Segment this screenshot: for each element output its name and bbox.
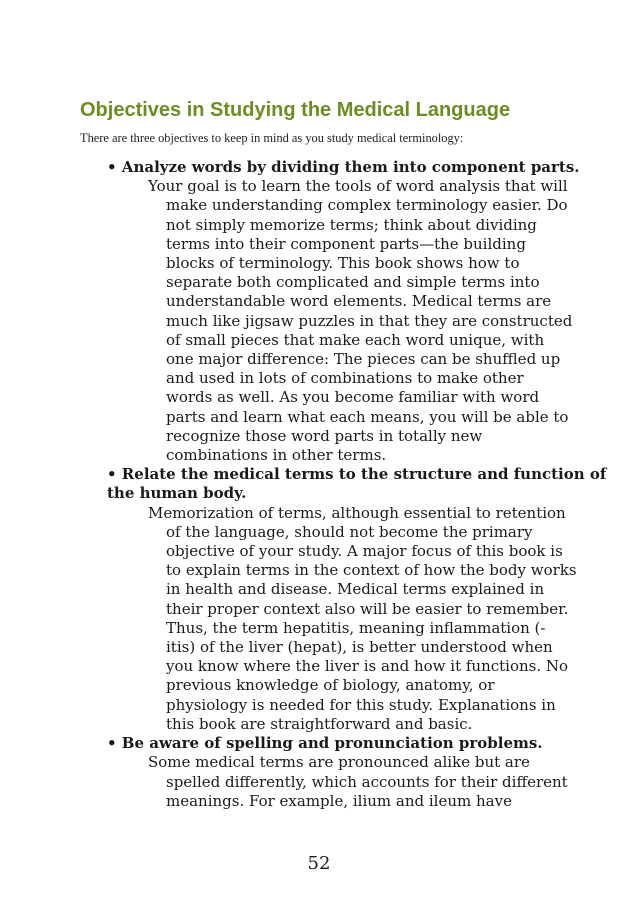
paragraph-line: understandable word elements. Medical terms are [166,292,552,311]
objective-paragraph [148,177,573,465]
paragraph-line: make understanding complex terminology easier. Do [166,196,568,215]
paragraph-line: Your goal is to learn the tools of word analysis that will [148,177,568,196]
paragraph-line: and used in lots of combinations to make other [166,369,524,388]
objective-heading: • Be aware of spelling and pronunciation problems. [107,734,543,753]
paragraph-line: Memorization of terms, although essential to retention [148,503,566,522]
paragraph-line: recognize those word parts in totally new [166,426,483,445]
objective-heading: • Analyze words by dividing them into component parts. [107,158,580,176]
paragraph-line: of the language, should not become the primary [166,522,533,541]
page-number: 52 [307,853,331,874]
paragraph-line: their proper context also will be easier to remember. [166,599,569,618]
paragraph-line: physiology is needed for this study. Explanations in [166,695,556,714]
paragraph-line: words as well. As you become familiar with word [166,388,540,407]
paragraph-line: not simply memorize terms; think about dividing [166,215,537,234]
paragraph-line: meanings. For example, ilium and ileum have [166,791,512,810]
paragraph-line: terms into their component parts—the building [166,234,526,253]
objective-paragraph [148,503,577,734]
objective-paragraph [148,753,568,811]
paragraph-line: blocks of terminology. This book shows how to [166,254,520,273]
paragraph-line: one major difference: The pieces can be shuffled up [166,350,561,369]
paragraph-line: much like jigsaw puzzles in that they are constructed [166,311,573,330]
paragraph-line: this book are straightforward and basic. [166,714,473,733]
paragraph-line: parts and learn what each means, you will be able to [166,407,569,426]
paragraph-line: combinations in other terms. [166,446,387,465]
intro-text: There are three objectives to keep in mind as you study medical terminology: [80,131,464,145]
paragraph-line: to explain terms in the context of how the body works [166,561,577,580]
paragraph-line: Thus, the term hepatitis, meaning inflammation (- [166,618,546,637]
paragraph-line: itis) of the liver (hepat), is better understood when [166,638,553,657]
paragraph-line: separate both complicated and simple terms into [166,273,540,292]
paragraph-line: objective of your study. A major focus of this book is [166,542,563,561]
objective-heading-continued: the human body. [107,484,247,503]
page-title: Objectives in Studying the Medical Language [80,99,511,121]
paragraph-line: spelled differently, which accounts for their different [166,772,568,791]
paragraph-line: previous knowledge of biology, anatomy, or [166,676,495,695]
paragraph-line: you know where the liver is and how it functions. No [166,657,569,676]
paragraph-line: of small pieces that make each word unique, with [166,330,545,349]
paragraph-line: in health and disease. Medical terms explained in [166,580,545,599]
objectives-list [0,158,638,811]
objective-heading: • Relate the medical terms to the structure and function of [107,465,607,484]
paragraph-line: Some medical terms are pronounced alike but are [148,753,530,772]
